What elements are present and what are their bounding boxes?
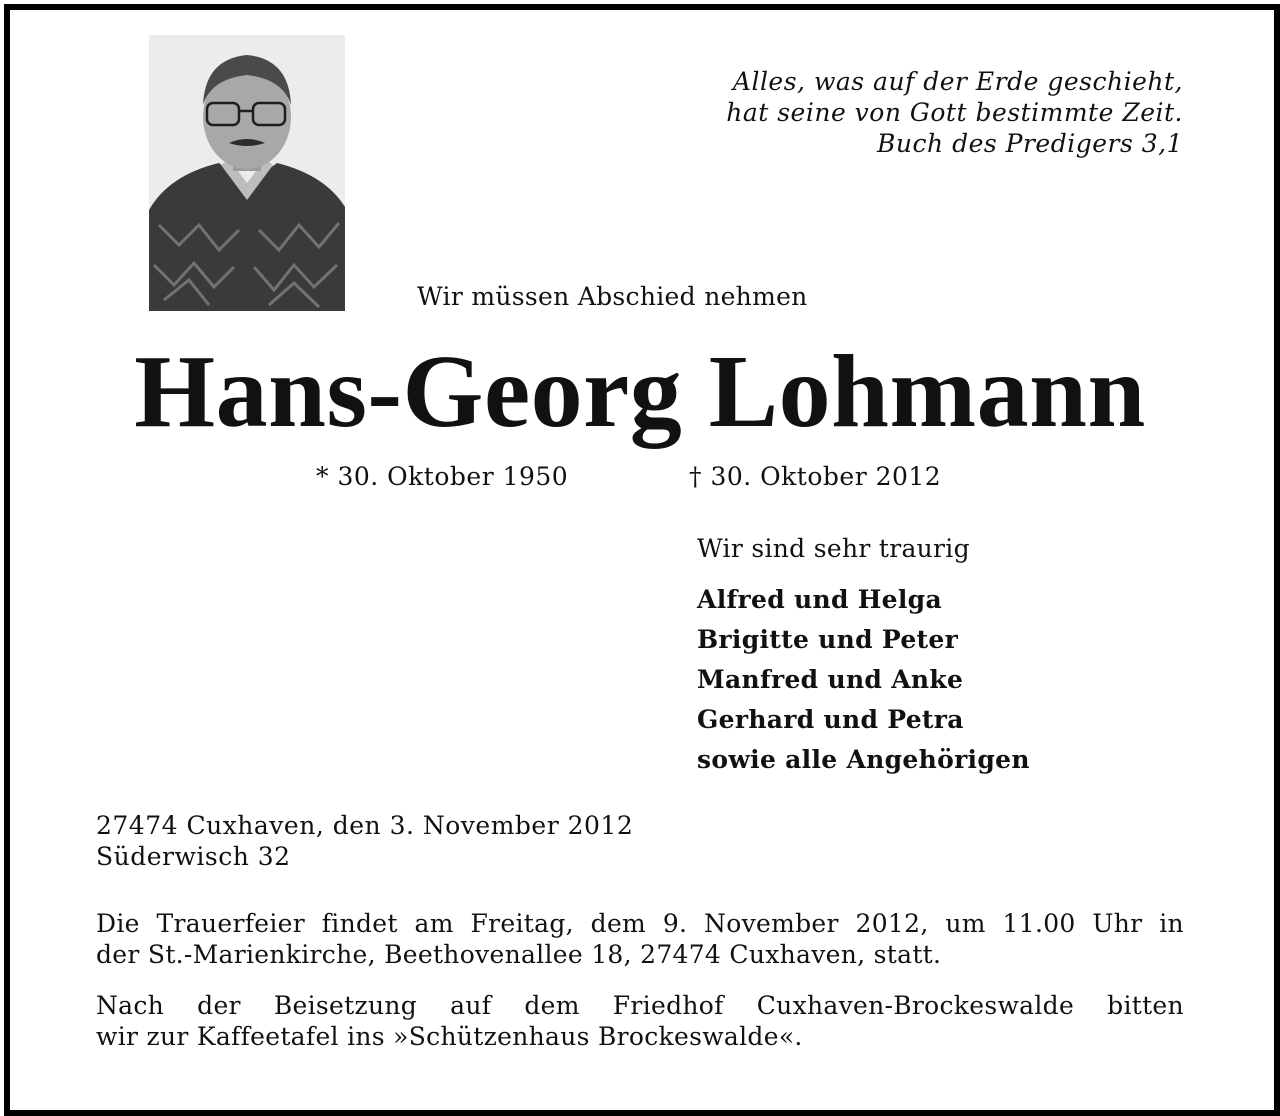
mourner-name: Gerhard und Petra: [697, 705, 964, 734]
word: November: [704, 909, 839, 938]
mourner-name: Manfred und Anke: [697, 665, 964, 694]
birth-date: * 30. Oktober 1950: [316, 462, 569, 491]
word: Die: [96, 909, 140, 938]
verse-line: hat seine von Gott bestimmte Zeit.: [726, 98, 1183, 127]
mourners-block: [697, 533, 1030, 780]
mourners-lead: Wir sind sehr traurig: [697, 534, 970, 563]
word: Beisetzung: [273, 991, 418, 1020]
bible-verse: [623, 66, 1183, 159]
reception-text: [96, 990, 1184, 1052]
reception-line: [96, 990, 1184, 1021]
mourner-name: Alfred und Helga: [697, 585, 942, 614]
funeral-line: [96, 908, 1184, 939]
word: um: [945, 909, 986, 938]
verse-line: Alles, was auf der Erde geschieht,: [732, 67, 1183, 96]
word: findet: [321, 909, 398, 938]
word: in: [1159, 909, 1184, 938]
street-address: Süderwisch 32: [96, 842, 291, 871]
word: auf: [450, 991, 492, 1020]
place-date: 27474 Cuxhaven, den 3. November 2012: [96, 811, 634, 840]
reception-line: wir zur Kaffeetafel ins »Schützenhaus Brockeswalde«.: [96, 1022, 803, 1051]
farewell-intro: Wir müssen Abschied nehmen: [417, 282, 808, 311]
word: Cuxhaven-Brockeswalde: [756, 991, 1075, 1020]
word: Nach: [96, 991, 165, 1020]
funeral-line: der St.-Marienkirche, Beethovenallee 18, 27474 Cuxhaven, statt.: [96, 940, 942, 969]
verse-source: Buch des Predigers 3,1: [877, 129, 1183, 158]
word: Trauerfeier: [156, 909, 305, 938]
deceased-name: Hans-Georg Lohmann: [134, 334, 1146, 449]
death-date: † 30. Oktober 2012: [689, 462, 942, 491]
word: Friedhof: [612, 991, 724, 1020]
word: der: [197, 991, 241, 1020]
address-block: [96, 810, 633, 872]
word: 11.00: [1002, 909, 1076, 938]
mourner-name: Brigitte und Peter: [697, 625, 959, 654]
word: 9.: [662, 909, 688, 938]
word: Uhr: [1092, 909, 1143, 938]
portrait-photo: [149, 35, 345, 311]
word: bitten: [1107, 991, 1184, 1020]
mourners-list: [697, 580, 1030, 780]
mourner-name: sowie alle Angehörigen: [697, 745, 1030, 774]
word: am: [414, 909, 454, 938]
word: dem: [524, 991, 580, 1020]
word: 2012,: [855, 909, 929, 938]
funeral-service-text: [96, 908, 1184, 970]
word: Freitag,: [470, 909, 574, 938]
word: dem: [590, 909, 647, 938]
